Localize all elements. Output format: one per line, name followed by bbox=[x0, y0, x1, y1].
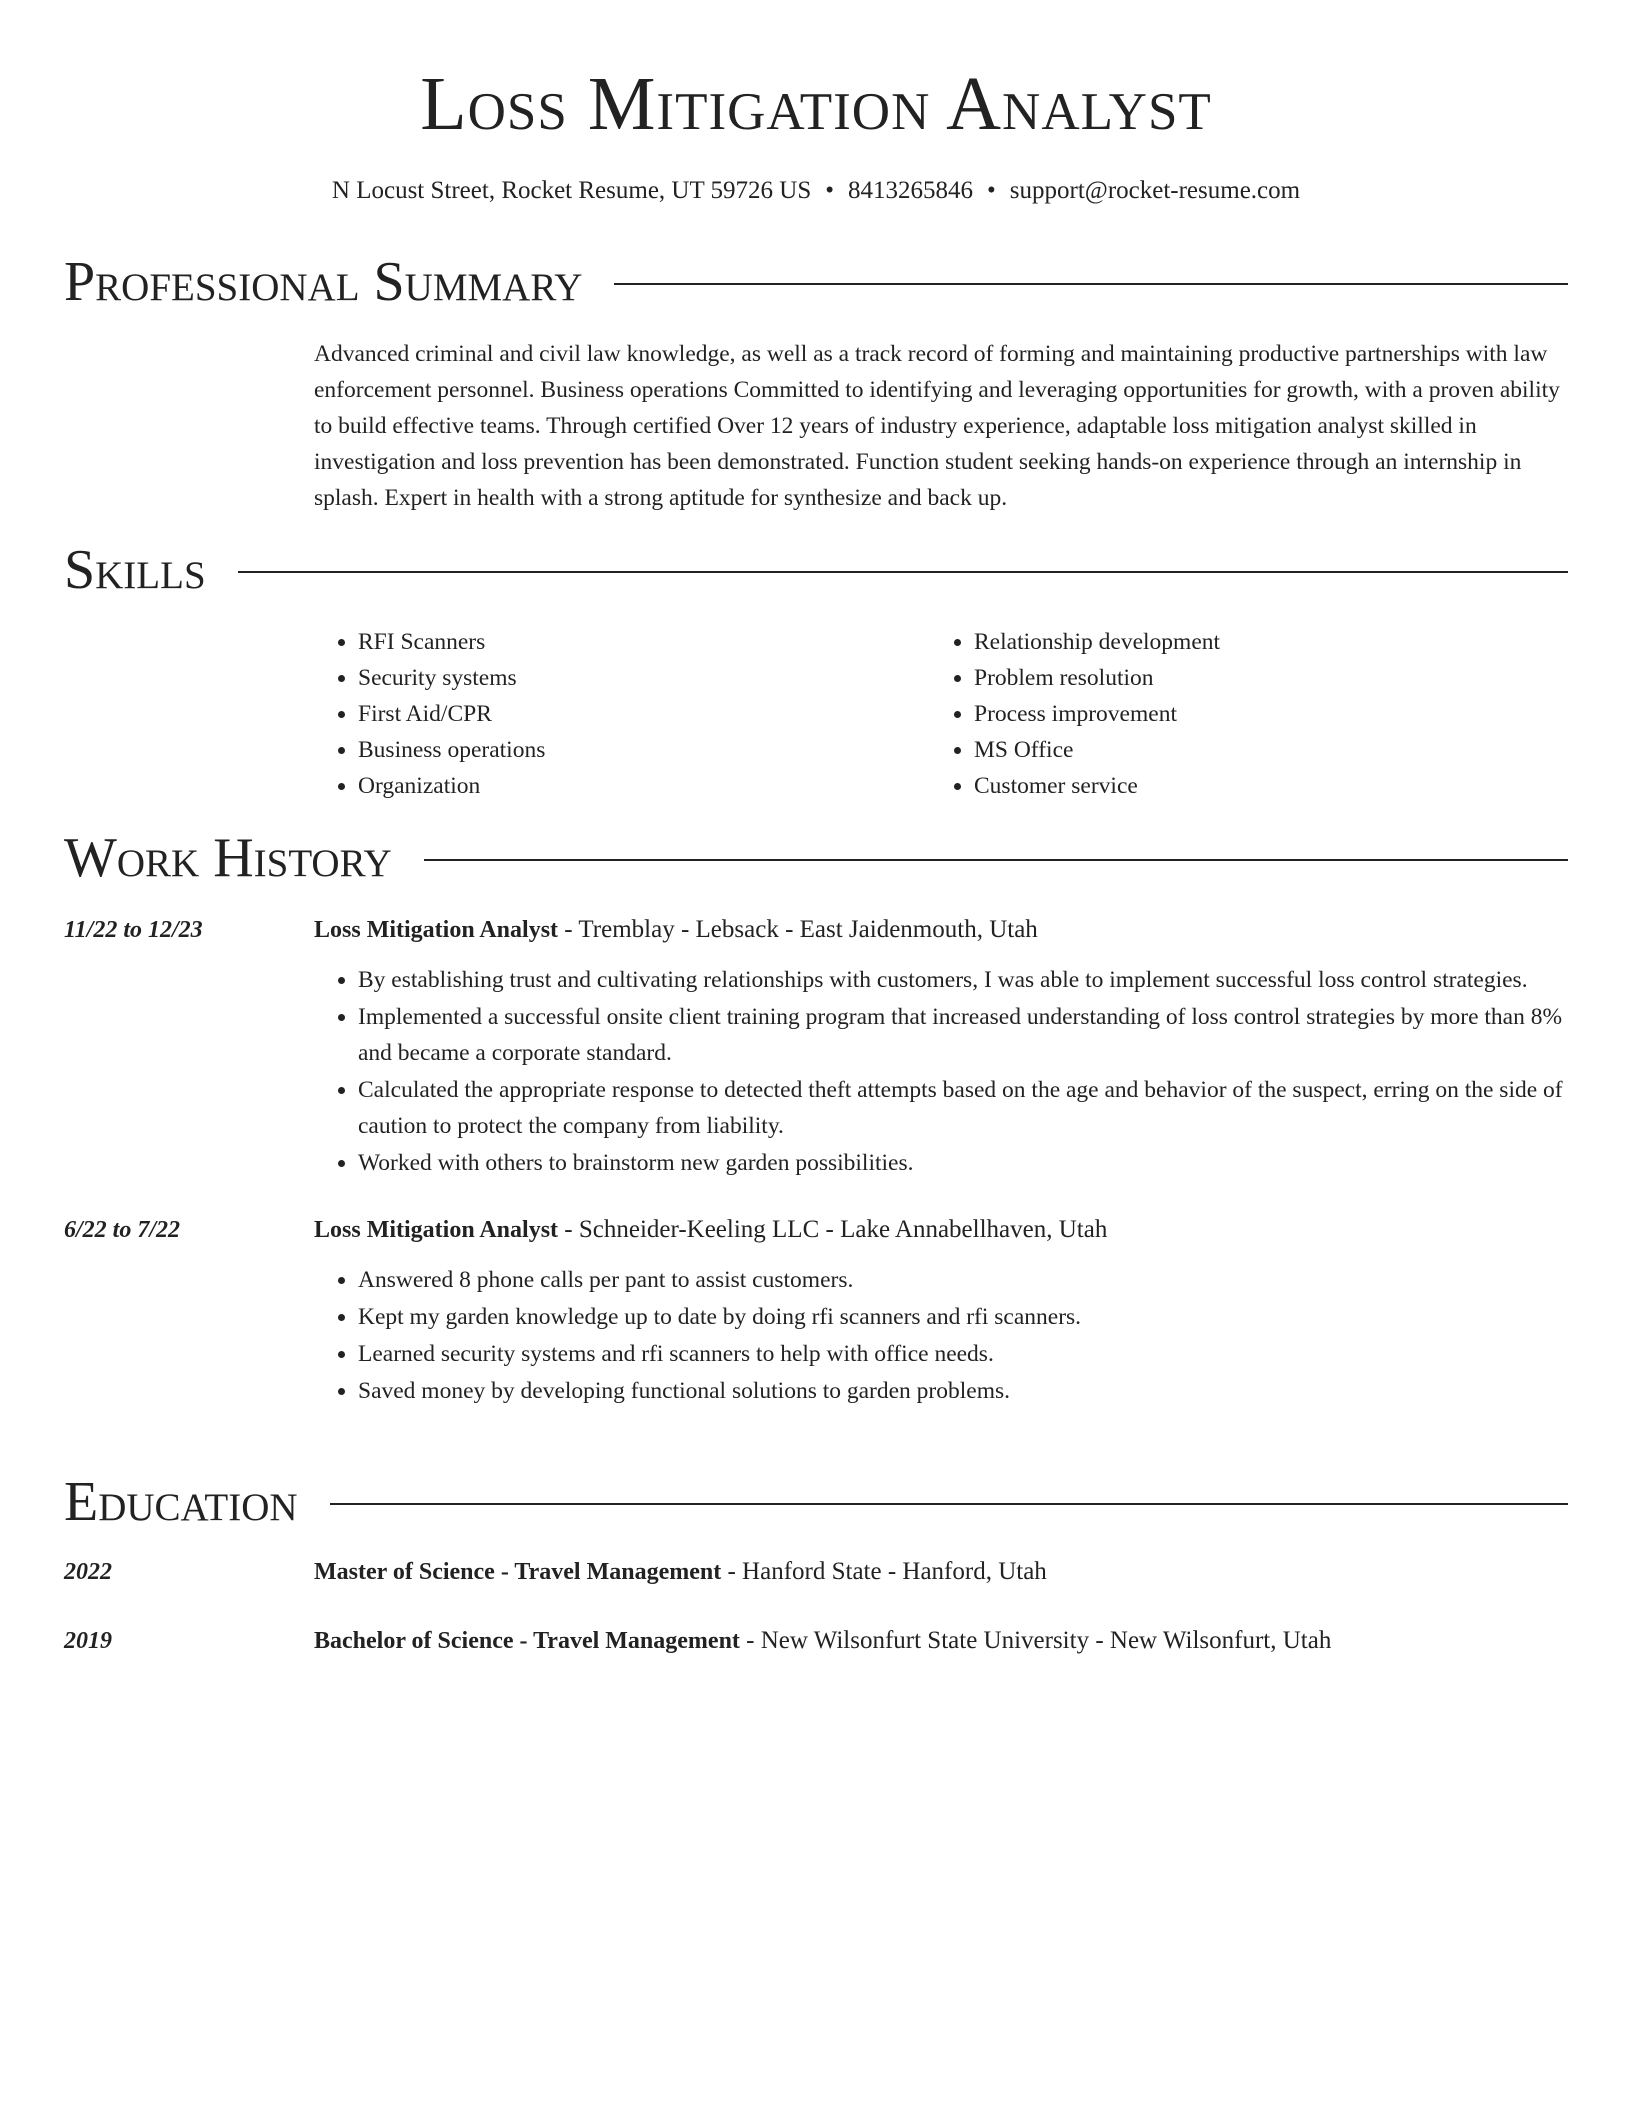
contact-email: support@rocket-resume.com bbox=[1009, 177, 1301, 204]
skill-item: • Problem resolution bbox=[974, 660, 1546, 696]
job-employer: - Schneider-Keeling LLC - Lake Annabellhaven, Utah bbox=[558, 1216, 1108, 1243]
education-school: - Hanford State - Hanford, Utah bbox=[721, 1558, 1047, 1585]
candidate-name: Loss Mitigation Analyst bbox=[420, 62, 1212, 146]
skills-grid bbox=[314, 624, 1568, 804]
education-entry bbox=[64, 1554, 1568, 1590]
job-bullet: • Implemented a successful onsite client training program that increased understanding of loss control strategies by more than 8% and became a corporate standard. bbox=[358, 999, 1568, 1071]
job-dates: 11/22 to 12/23 bbox=[64, 917, 203, 943]
skill-item: • Security systems bbox=[358, 660, 930, 696]
skill-item: • Customer service bbox=[974, 768, 1546, 804]
skill-item: • Organization bbox=[358, 768, 930, 804]
summary-title: Professional Summary bbox=[64, 251, 583, 313]
contact-line bbox=[0, 174, 1632, 208]
education-year: 2022 bbox=[64, 1559, 112, 1585]
job-heading bbox=[314, 1212, 1568, 1248]
skill-item: • Relationship development bbox=[974, 624, 1546, 660]
job-role: Loss Mitigation Analyst bbox=[314, 1217, 559, 1243]
job-details bbox=[314, 1212, 1568, 1410]
job-bullet: • Kept my garden knowledge up to date by doing rfi scanners and rfi scanners. bbox=[358, 1299, 1568, 1335]
section-divider bbox=[614, 283, 1568, 285]
education-school: - New Wilsonfurt State University - New Wilsonfurt, Utah bbox=[739, 1627, 1332, 1654]
skills-list-left bbox=[314, 624, 930, 804]
work-history-title: Work History bbox=[64, 827, 392, 889]
education-year: 2019 bbox=[64, 1628, 112, 1654]
skills-title: Skills bbox=[64, 539, 206, 601]
summary-body bbox=[314, 336, 1568, 516]
job-employer: - Tremblay - Lebsack - East Jaidenmouth, Utah bbox=[558, 916, 1038, 943]
job-entry bbox=[64, 1212, 1568, 1410]
skill-item: • Business operations bbox=[358, 732, 930, 768]
work-history-section bbox=[64, 828, 1568, 1410]
summary-text: Advanced criminal and civil law knowledge, as well as a track record of forming and maintaining productive partnerships with law enforcement personnel. Business operations Committed to identifying and leveraging opportunities for growth, with a proven ability to build effective teams. Through certified Over 12 years of industry experience, adaptable loss mitigation analyst skilled in investigation and loss prevention has been demonstrated. Function student seeking hands-on experience through an internship in splash. Expert in health with a strong aptitude for synthesize and back up. bbox=[314, 341, 1560, 511]
section-heading bbox=[64, 828, 1568, 888]
job-bullet: • Answered 8 phone calls per pant to assist customers. bbox=[358, 1262, 1568, 1298]
contact-phone: 8413265846 bbox=[848, 177, 974, 204]
education-entry bbox=[64, 1623, 1568, 1659]
job-role: Loss Mitigation Analyst bbox=[314, 917, 559, 943]
job-bullet: • By establishing trust and cultivating relationships with customers, I was able to implement successful loss control strategies. bbox=[358, 962, 1568, 998]
contact-separator: • bbox=[825, 177, 835, 204]
skill-item: • First Aid/CPR bbox=[358, 696, 930, 732]
section-divider bbox=[424, 859, 1568, 861]
job-heading bbox=[314, 912, 1568, 948]
job-details bbox=[314, 912, 1568, 1182]
education-degree: Bachelor of Science - Travel Management bbox=[314, 1628, 740, 1654]
section-heading bbox=[64, 1472, 1568, 1532]
education-section bbox=[64, 1472, 1568, 1659]
skill-item: • Process improvement bbox=[974, 696, 1546, 732]
section-divider bbox=[238, 571, 1568, 573]
job-entry bbox=[64, 912, 1568, 1182]
job-bullet: • Worked with others to brainstorm new garden possibilities. bbox=[358, 1145, 1568, 1181]
resume-header bbox=[64, 0, 1568, 150]
skills-body bbox=[314, 624, 1568, 804]
job-bullet: • Saved money by developing functional solutions to garden problems. bbox=[358, 1373, 1568, 1409]
job-bullet: • Calculated the appropriate response to detected theft attempts based on the age and behavior of the suspect, erring on the side of caution to protect the company from liability. bbox=[358, 1072, 1568, 1144]
job-bullets bbox=[314, 962, 1568, 1181]
education-details bbox=[314, 1554, 1568, 1590]
education-details bbox=[314, 1623, 1568, 1659]
section-heading bbox=[64, 252, 1568, 312]
skills-section bbox=[64, 540, 1568, 804]
skills-list-right bbox=[930, 624, 1546, 804]
job-bullets bbox=[314, 1262, 1568, 1409]
summary-section bbox=[64, 252, 1568, 516]
job-dates: 6/22 to 7/22 bbox=[64, 1217, 181, 1243]
section-heading bbox=[64, 540, 1568, 600]
skill-item: • RFI Scanners bbox=[358, 624, 930, 660]
education-title: Education bbox=[64, 1471, 298, 1533]
skill-item: • MS Office bbox=[974, 732, 1546, 768]
section-divider bbox=[330, 1503, 1568, 1505]
job-bullet: • Learned security systems and rfi scanners to help with office needs. bbox=[358, 1336, 1568, 1372]
contact-separator: • bbox=[987, 177, 996, 204]
education-degree: Master of Science - Travel Management bbox=[314, 1559, 722, 1585]
contact-address: N Locust Street, Rocket Resume, UT 59726 US bbox=[331, 177, 812, 204]
